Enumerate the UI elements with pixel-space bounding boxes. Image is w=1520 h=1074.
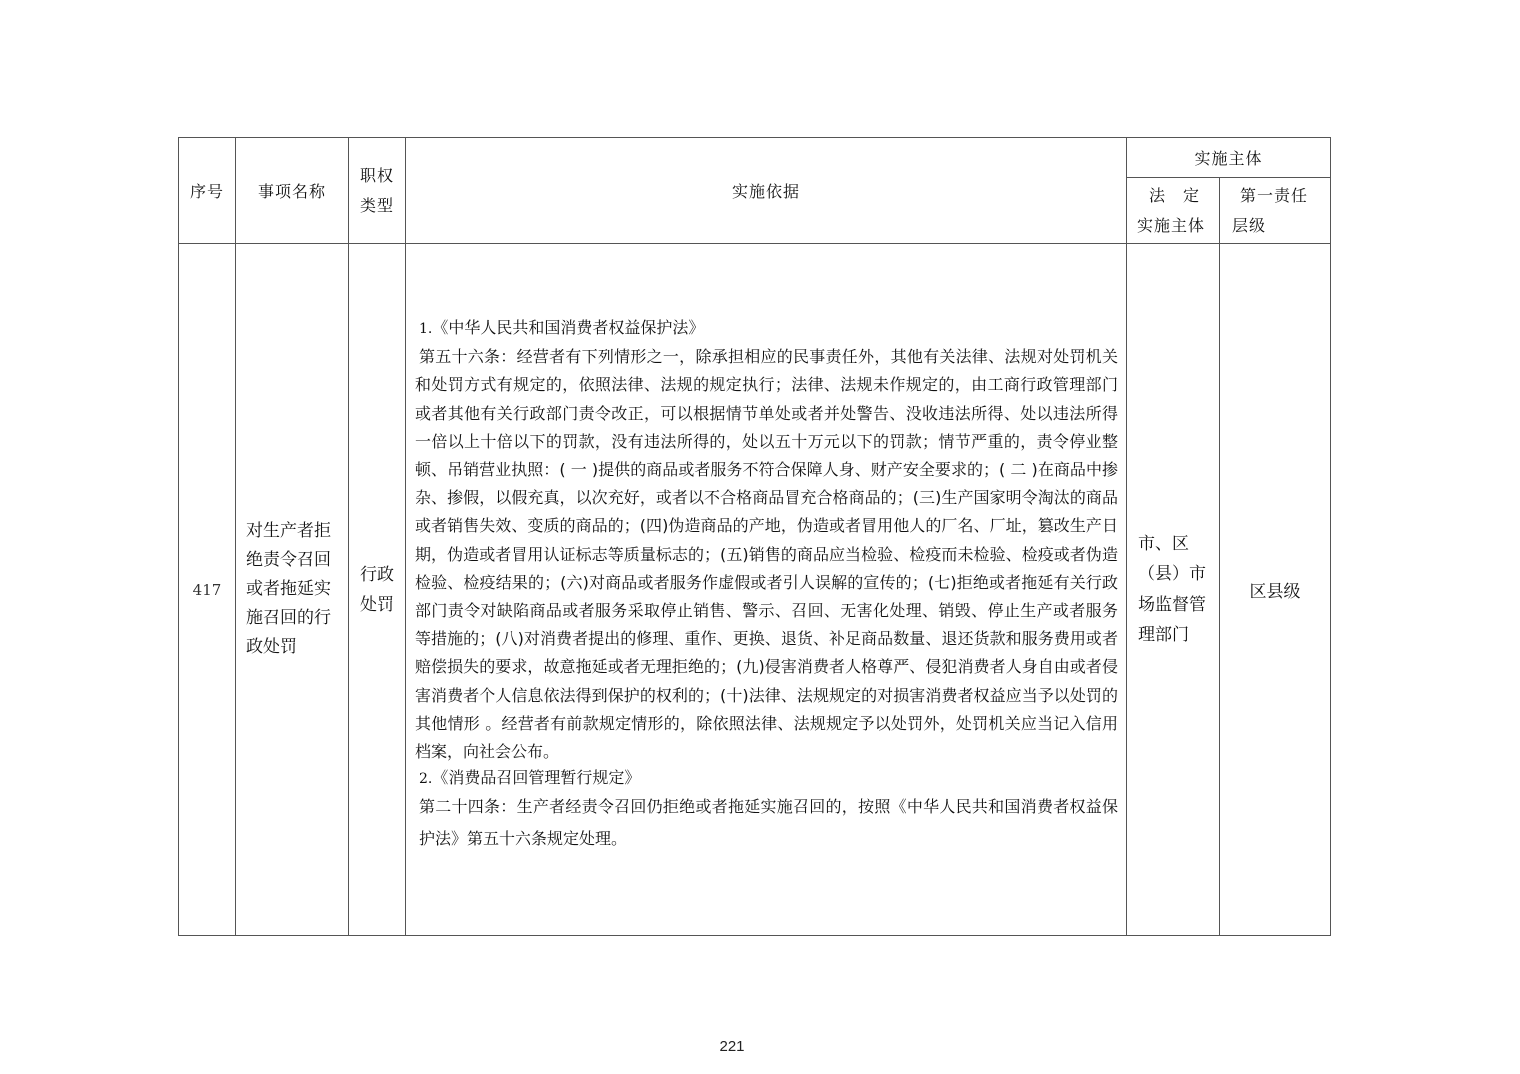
header-name: 事项名称 — [236, 138, 349, 244]
header-level-line2: 层级 — [1232, 215, 1267, 235]
basis-2-title-text: 《消费品召回管理暂行规定》 — [432, 768, 641, 788]
basis-2-text: 第二十四条：生产者经责令召回仍拒绝或者拖延实施召回的，按照《中华人民共和国消费者权益保护法》第五十六条规定处理。 — [419, 797, 1118, 849]
header-legal-subject — [1127, 178, 1220, 244]
header-type — [349, 138, 406, 244]
page-number: 221 — [719, 1038, 745, 1055]
header-level — [1220, 178, 1331, 244]
header-legal-line2: 实施主体 — [1137, 215, 1206, 235]
basis-2-title — [415, 766, 1118, 791]
row-type-line1: 行政 — [360, 564, 394, 585]
header-basis: 实施依据 — [406, 138, 1127, 244]
row-basis — [406, 244, 1127, 936]
header-legal-line1: 法 定 — [1149, 185, 1201, 205]
header-row-1 — [179, 138, 1331, 178]
row-type-line2: 处罚 — [360, 594, 394, 615]
header-subject-group: 实施主体 — [1127, 138, 1331, 178]
basis-1-title — [415, 314, 1118, 343]
basis-1-number: 1. — [419, 321, 433, 337]
header-type-line1: 职权 — [359, 165, 394, 185]
matters-table — [178, 137, 1331, 936]
header-seq: 序号 — [179, 138, 236, 244]
row-legal-subject: 市、区（县）市场监督管理部门 — [1127, 244, 1220, 936]
row-seq: 417 — [179, 244, 236, 936]
row-name: 对生产者拒绝责令召回或者拖延实施召回的行政处罚 — [236, 244, 349, 936]
row-type — [349, 244, 406, 936]
header-type-line2: 类型 — [359, 195, 394, 215]
table-row — [179, 244, 1331, 936]
basis-2-number: 2. — [419, 771, 433, 788]
basis-1-title-text: 《中华人民共和国消费者权益保护法》 — [432, 318, 705, 337]
row-level: 区县级 — [1220, 244, 1331, 936]
header-level-line1: 第一责任 — [1240, 185, 1309, 205]
basis-1-text: 第五十六条：经营者有下列情形之一，除承担相应的民事责任外，其他有关法律、法规对处罚机关和处罚方式有规定的，依照法律、法规的规定执行；法律、法规未作规定的，由工商行政管理部门或者其他有关行政部门责令改正，可以根据情节单处或者并处警告、没收违法所得、处以违法所得一倍以上十倍以下的罚款，没有违法所得的，处以五十万元以下的罚款；情节严重的，责令停业整顿、吊销营业执照：( 一 )提供的商品或者服务不符合保障人身、财产安全要求的；( 二 )在商品中掺杂、掺假，以假充真，以次充好，或者以不合格商品冒充合格商品的；(三)生产国家明令淘汰的商品或者销售失效、变质的商品的；(四)伪造商品的产地，伪造或者冒用他人的厂名、厂址，篡改生产日期，伪造或者冒用认证标志等质量标志的；(五)销售的商品应当检验、检疫而未检验、检疫或者伪造检验、检疫结果的；(六)对商品或者服务作虚假或者引人误解的宣传的；(七)拒绝或者拖延有关行政部门责令对缺陷商品或者服务采取停止销售、警示、召回、无害化处理、销毁、停止生产或者服务等措施的；(八)对消费者提出的修理、重作、更换、退货、补足商品数量、退还货款和服务费用或者赔偿损失的要求，故意拖延或者无理拒绝的；(九)侵害消费者人格尊严、侵犯消费者人身自由或者侵害消费者个人信息依法得到保护的权利的；(十)法律、法规规定的对损害消费者权益应当予以处罚的其他情形 。经营者有前款规定情形的，除依照法律、法规规定予以处罚外，处罚机关应当记入信用档案，向社会公布。 — [415, 347, 1118, 762]
